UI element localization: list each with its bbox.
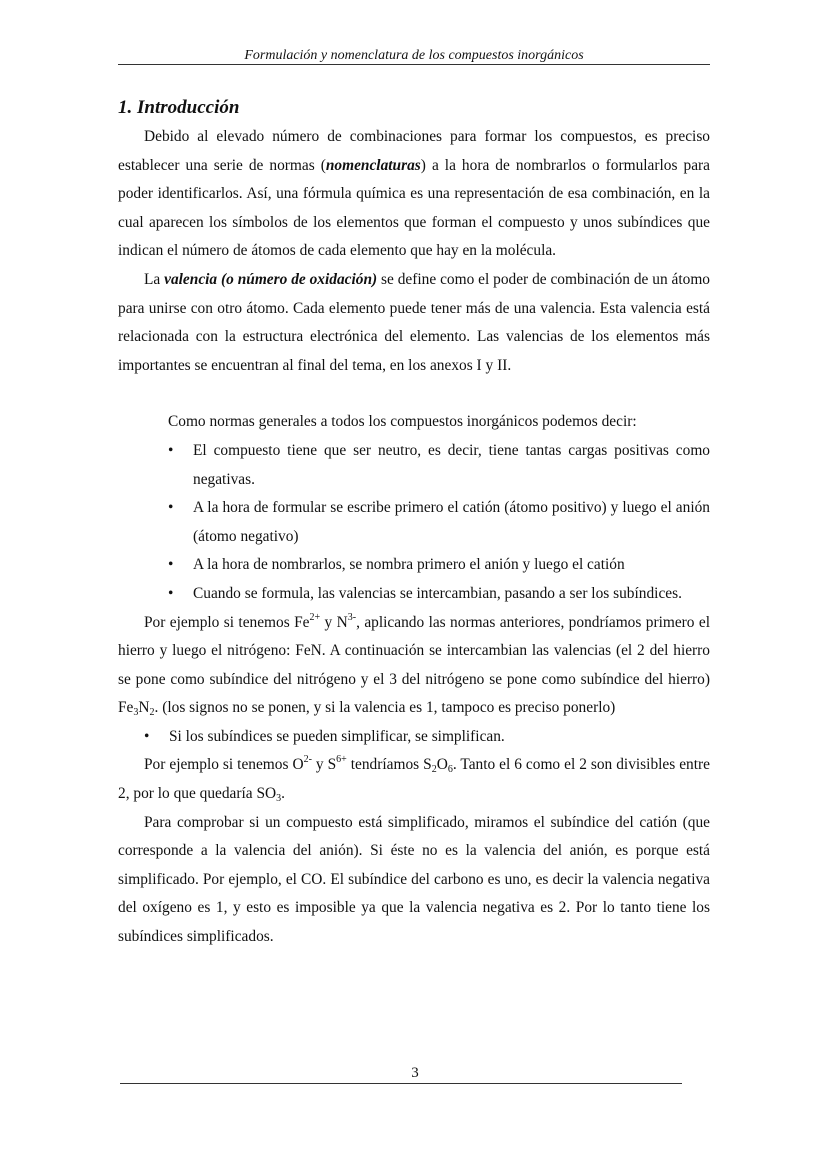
text-run: tendríamos S — [346, 756, 432, 774]
superscript: 2+ — [309, 611, 321, 623]
emphasis-nomenclaturas: nomenclaturas — [325, 156, 421, 174]
bullet-icon: • — [168, 441, 174, 459]
text-run: O — [436, 756, 448, 774]
superscript: 6+ — [336, 754, 347, 766]
subscript: 2 — [431, 764, 437, 776]
simplification-check-paragraph: Para comprobar si un compuesto está simplificado, miramos el subíndice del catión (que corresponde a la valencia del anión). Si éste no es la valencia del anión, es porque está simplificado. Por ejemplo, el CO. El subíndice del carbono es uno, es decir la valencia negativa del oxígeno es 1, y esto es imposible ya que la valencia negativa es 2. Por lo tanto tiene los subíndices simplificados. — [118, 813, 710, 946]
list-item — [168, 551, 710, 580]
superscript: 3- — [347, 611, 357, 623]
subscript: 3 — [133, 707, 139, 719]
subscript: 2 — [149, 707, 155, 719]
text-run: Por ejemplo si tenemos Fe — [144, 613, 310, 631]
text-run: y S — [311, 756, 337, 774]
simplify-rule-list — [118, 723, 710, 752]
subscript: 6 — [447, 764, 453, 776]
text-run: se define como el poder de combinación de un átomo para unirse con otro átomo. Cada elemento puede tener más de una valencia. Esta valencia está relacionada con la estructura electrónica del elemento. Las valencias de los elementos más importantes se encuentran al final del tema, en los anexos I y II. — [118, 270, 710, 374]
spacer — [118, 380, 710, 408]
text-run: , aplicando las normas anteriores, pondríamos primero el hierro y luego el nitrógeno: FeN. A continuación se intercambian las valencias (el 2 del hierro se pone como subíndice del nitrógeno y el 3 del nitrógeno se pone como subíndice del hierro) Fe — [118, 613, 710, 717]
text-run: ) a la hora de nombrarlos o formularlos para poder identificarlos. Así, una fórmula química es una representación de esa combinación, en la cual aparecen los símbolos de los elementos que forman el compuesto y unos subíndices que indican el número de átomos de cada elemento que hay en la molécula. — [118, 156, 710, 260]
superscript: 2- — [303, 754, 312, 766]
list-item — [144, 723, 710, 752]
page-number: 3 — [411, 1065, 419, 1081]
list-item — [168, 437, 710, 494]
bullet-icon: • — [144, 727, 150, 745]
text-run: . (los signos no se ponen, y si la valencia es 1, tampoco es preciso ponerlo) — [154, 699, 616, 717]
bullet-icon: • — [168, 499, 174, 517]
section-heading: 1. Introducción — [118, 97, 240, 118]
text-run: N — [138, 699, 150, 717]
example-fe-n-paragraph — [118, 609, 710, 723]
bullet-icon: • — [168, 556, 174, 574]
list-item-text: El compuesto tiene que ser neutro, es decir, tiene tantas cargas positivas como negativas. — [193, 441, 710, 488]
header-rule — [118, 64, 710, 65]
footer-rule — [120, 1083, 682, 1084]
emphasis-valencia: valencia (o número de oxidación) — [164, 270, 378, 288]
intro-paragraph — [118, 123, 710, 266]
list-item-text: Cuando se formula, las valencias se intercambian, pasando a ser los subíndices. — [193, 584, 682, 602]
text-run: Por ejemplo si tenemos O — [144, 756, 304, 774]
list-item-text: A la hora de nombrarlos, se nombra primero el anión y luego el catión — [193, 556, 625, 574]
text-run: . — [281, 785, 286, 803]
text-run: y N — [320, 613, 348, 631]
list-item-text: Si los subíndices se pueden simplificar, se simplifican. — [169, 727, 505, 745]
bullet-icon: • — [168, 584, 174, 602]
text-run: La — [144, 270, 165, 288]
subscript: 3 — [276, 793, 282, 805]
running-header: Formulación y nomenclatura de los compuestos inorgánicos — [244, 48, 584, 63]
general-rules-intro: Como normas generales a todos los compuestos inorgánicos podemos decir: — [168, 413, 637, 431]
list-item — [168, 494, 710, 551]
text-run: . Tanto el 6 como el 2 son divisibles entre 2, por lo que quedaría SO — [118, 756, 710, 803]
page-body — [118, 94, 710, 952]
example-s-o-paragraph — [118, 751, 710, 808]
list-item-text: A la hora de formular se escribe primero el catión (átomo positivo) y luego el anión (átomo negativo) — [193, 499, 710, 545]
list-item — [168, 580, 710, 609]
text-run: Debido al elevado número de combinaciones para formar los compuestos, es preciso establecer una serie de normas ( — [118, 128, 710, 174]
valencia-paragraph — [118, 266, 710, 380]
rules-list — [118, 437, 710, 609]
